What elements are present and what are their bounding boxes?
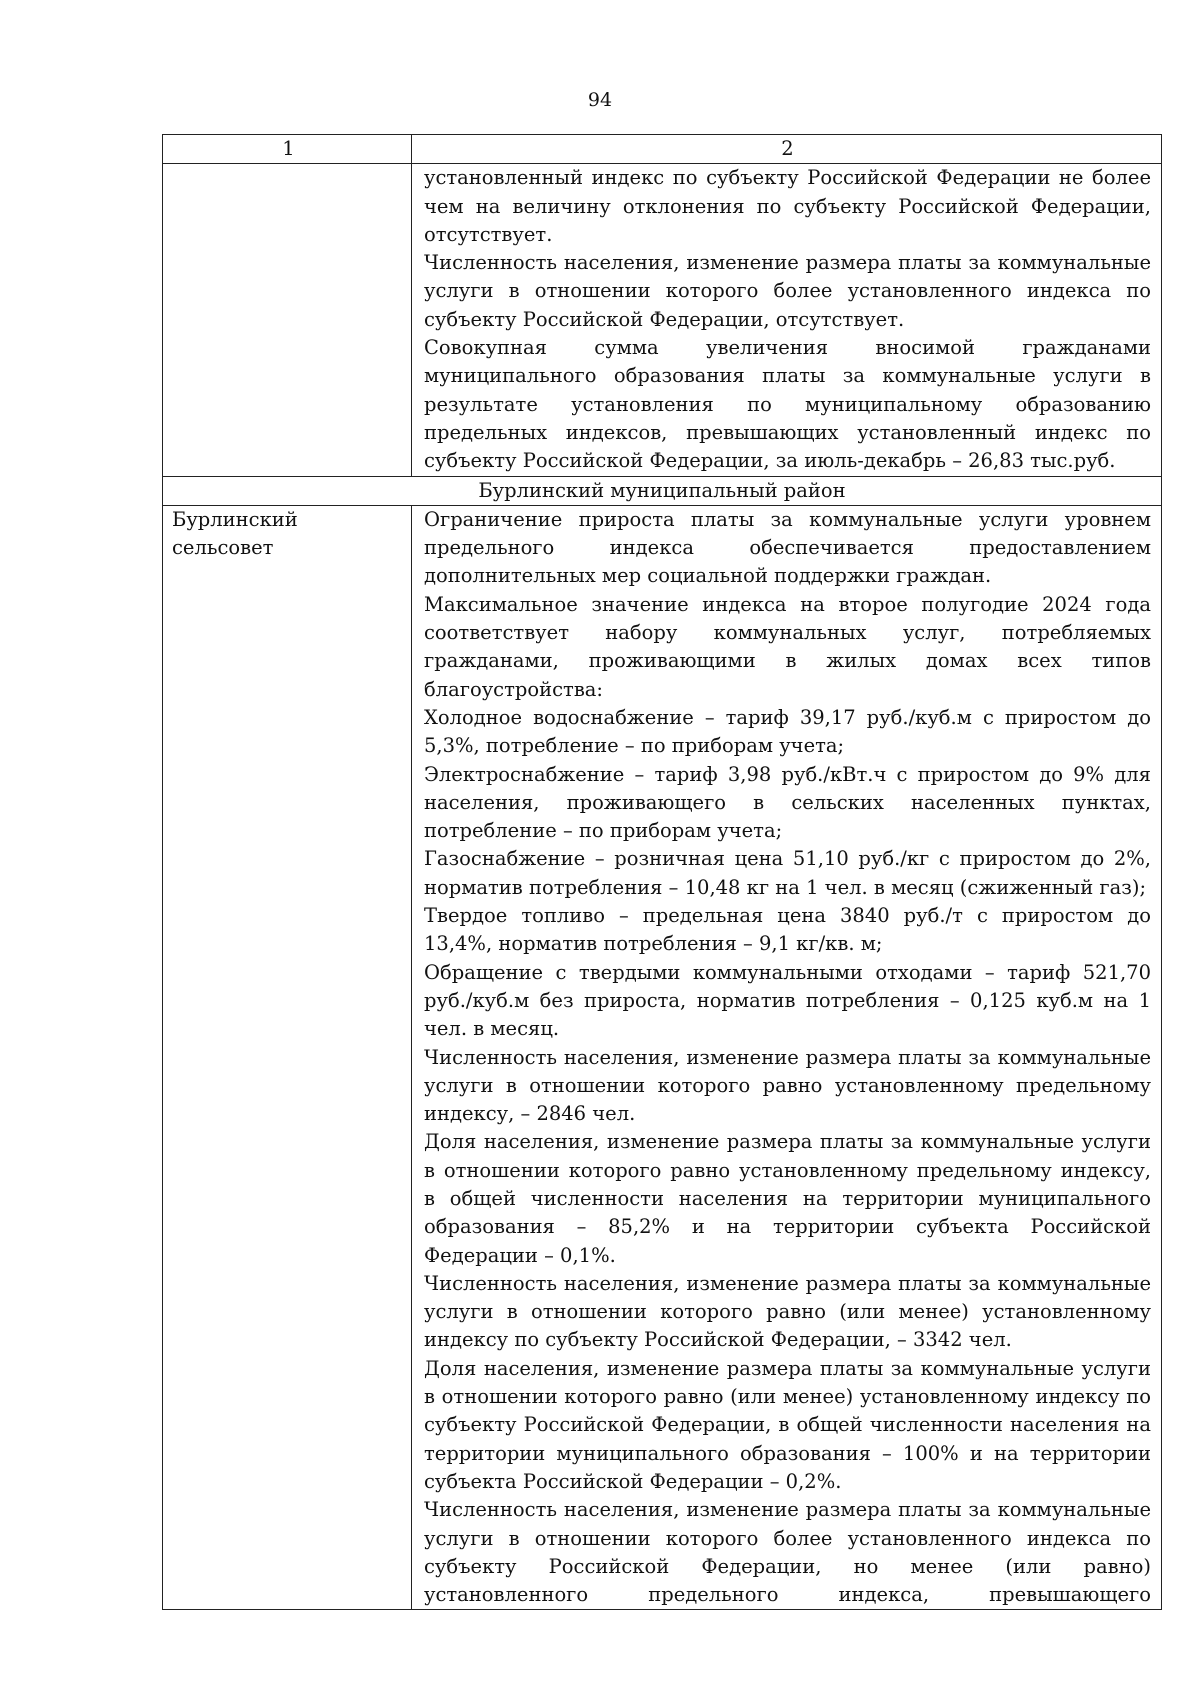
paragraph: Доля населения, изменение размера платы за коммунальные услуги в отношении которого равно (или менее) установленному индексу по субъекту Российской Федерации, в общей численности населения на территории муниципального образования – 100% и на территории субъекта Российской Федерации – 0,2%.	[424, 1356, 1151, 1493]
paragraph: Численность населения, изменение размера платы за коммунальные услуги в отношении которого равно (или менее) установленному индексу по субъекту Российской Федерации, – 3342 чел.	[424, 1271, 1151, 1352]
document-table	[162, 134, 1162, 1610]
paragraph: Ограничение прироста платы за коммунальные услуги уровнем предельного индекса обеспечивается предоставлением дополнительных мер социальной поддержки граждан.	[424, 507, 1151, 588]
continuation-col1	[163, 164, 412, 476]
continuation-col2	[412, 164, 1162, 476]
page-number: 94	[587, 89, 613, 111]
paragraph: Газоснабжение – розничная цена 51,10 руб./кг с приростом до 2%, норматив потребления – 10,48 кг на 1 чел. в месяц (сжиженный газ);	[424, 847, 1151, 899]
paragraph: Максимальное значение индекса на второе полугодие 2024 года соответствует набору коммунальных услуг, потребляемых гражданами, проживающими в жилых домах всех типов благоустройства:	[424, 592, 1151, 701]
paragraph: Электроснабжение – тариф 3,98 руб./кВт.ч с приростом до 9% для населения, проживающего в сельских населенных пунктах, потребление – по приборам учета;	[424, 762, 1151, 843]
region-title: Бурлинский муниципальный район	[163, 476, 1162, 505]
paragraph: Холодное водоснабжение – тариф 39,17 руб./куб.м с приростом до 5,3%, потребление – по приборам учета;	[424, 705, 1151, 758]
paragraph: Совокупная сумма увеличения вносимой гражданами муниципального образования платы за коммунальные услуги в результате установления по муниципальному образованию предельных индексов, превышающих установленный индекс по субъекту Российской Федерации, за июль-декабрь – 26,83 тыс.руб.	[424, 336, 1151, 473]
paragraph: Численность населения, изменение размера платы за коммунальные услуги в отношении которого более установленного индекса по субъекту Российской Федерации, отсутствует.	[424, 251, 1151, 331]
region-row	[163, 476, 1162, 505]
paragraph: Доля населения, изменение размера платы за коммунальные услуги в отношении которого равно установленному предельному индексу, в общей численности населения на территории муниципального образования – 85,2% и на территории субъекта Российской Федерации – 0,1%.	[424, 1130, 1151, 1267]
paragraph: Численность населения, изменение размера платы за коммунальные услуги в отношении которого более установленного индекса по субъекту Российской Федерации, но менее (или равно) установленного предельного индекса, превышающего	[424, 1498, 1151, 1607]
column-header-2: 2	[412, 135, 1162, 164]
column-header-1: 1	[163, 135, 412, 164]
entry-col2	[412, 505, 1162, 1610]
paragraph: Обращение с твердыми коммунальными отходами – тариф 521,70 руб./куб.м без прироста, норматив потребления – 0,125 куб.м на 1 чел. в месяц.	[424, 960, 1151, 1041]
municipality-name: Бурлинский сельсовет	[163, 505, 412, 1610]
paragraph: установленный индекс по субъекту Российской Федерации не более чем на величину отклонения по субъекту Российской Федерации, отсутствует.	[424, 166, 1151, 246]
paragraph: Твердое топливо – предельная цена 3840 руб./т с приростом до 13,4%, норматив потребления – 9,1 кг/кв. м;	[424, 904, 1151, 956]
paragraph: Численность населения, изменение размера платы за коммунальные услуги в отношении которого равно установленному предельному индексу, – 2846 чел.	[424, 1045, 1151, 1126]
table-row-entry	[163, 505, 1162, 1610]
table-row-continuation	[163, 164, 1162, 476]
table-header-row	[163, 135, 1162, 164]
